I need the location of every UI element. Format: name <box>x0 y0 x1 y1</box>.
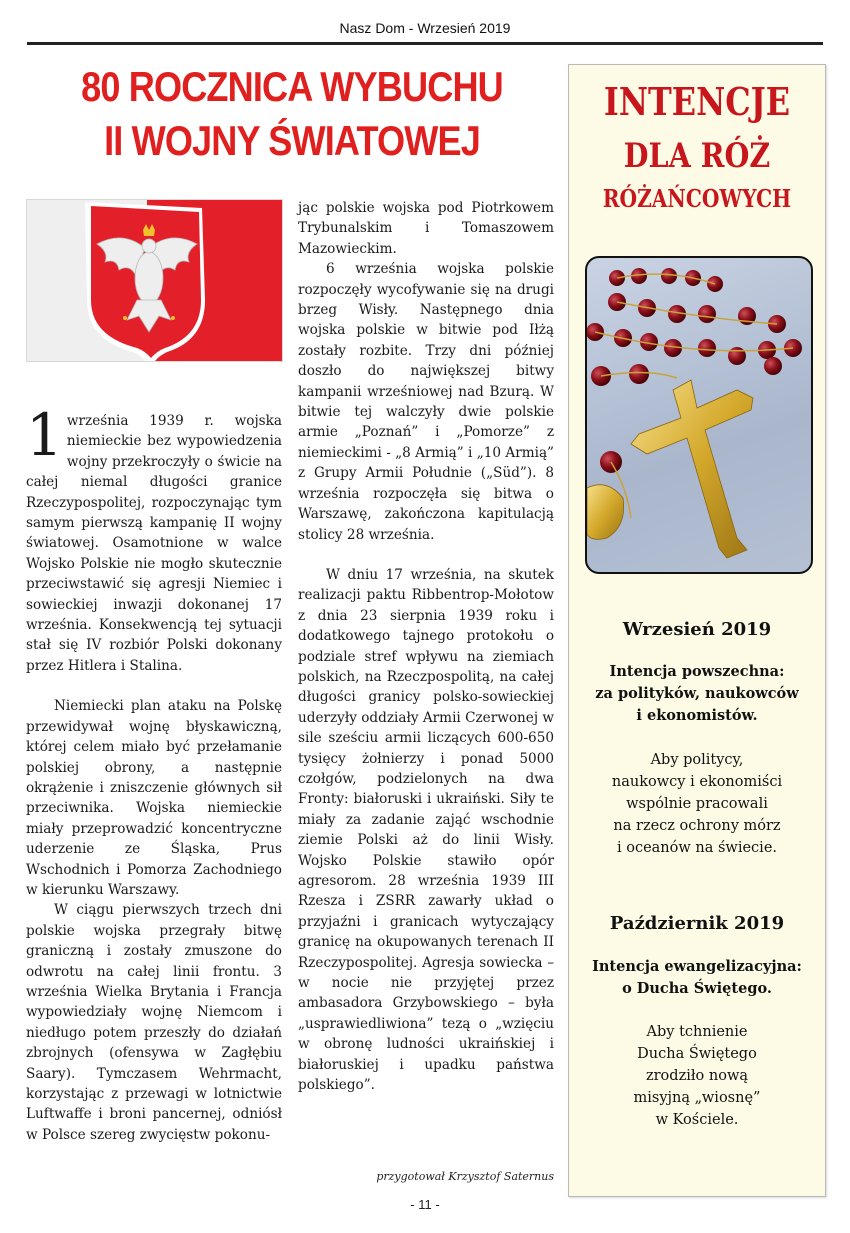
paragraph-text: września 1939 r. wojska niemieckie bez wypowiedzenia wojny przekroczyły o świcie na całej niemal długości granice Rzeczypospolitej, rozpoczynając tym samym pierwszą kampanię II wojny światowej. Osamotnione w walce Wojsko Polskie nie mogło skutecznie przeciwstawić się agresji Niemiec i sowieckiej inwazji dokonanej 17 września. Konsekwencją tej sytuacji stał się IV rozbiór Polski dokonany przez Hitlera i Stalina. <box>26 413 282 674</box>
rosary-crucifix-icon <box>587 258 811 572</box>
page-number: - 11 - <box>410 1197 440 1212</box>
sidebar-title-line-3: RÓŻAŃCOWYCH <box>602 184 792 213</box>
intention-text-september <box>569 749 825 859</box>
article-paragraph: jąc polskie wojska pod Piotrkowem Trybunalskim i Tomaszowem Mazowieckim. <box>298 200 554 257</box>
article-title <box>63 60 521 168</box>
month-heading-september: Wrzesień 2019 <box>622 619 772 640</box>
intention-title-october <box>569 956 825 1000</box>
article-paragraph: W ciągu pierwszych trzech dni polskie wojska przegrały bitwę graniczną i zostały zmuszone do odwrotu na całej linii frontu. 3 września Wielka Brytania i Francja wypowiedziały wojnę Niemcom i niedługo potem przeszły do działań zbrojnych (ofensywa w Zagłębiu Saary). Tymczasem Wehrmacht, korzystając z przewagi w lotnictwie Luftwaffe i broni pancernej, odniósł w Polsce szereg zwycięstw pokonu- <box>26 902 282 1143</box>
article-title-line-2: II WOJNY ŚWIATOWEJ <box>104 117 480 164</box>
article-paragraph <box>26 401 282 676</box>
polish-eagle-icon <box>27 200 282 361</box>
article-title-line-1: 80 ROCZNICA WYBUCHU <box>81 63 503 110</box>
intention-text-line: na rzecz ochrony mórz <box>613 818 781 834</box>
intention-text-line: zrodziło nową <box>645 1068 749 1084</box>
running-header: Nasz Dom - Wrzesień 2019 <box>339 20 511 36</box>
intention-title-line: i ekonomistów. <box>636 707 758 724</box>
intention-text-line: Ducha Świętego <box>637 1046 757 1062</box>
intention-text-october <box>569 1021 825 1131</box>
author-byline: przygotował Krzysztof Saternus <box>376 1170 554 1183</box>
intention-title-line: Intencja powszechna: <box>609 663 785 680</box>
rosary-intentions-sidebar <box>568 64 826 1197</box>
article-paragraph: 6 września wojska polskie rozpoczęły wycofywanie się na drugi brzeg Wisły. Następnego dnia wojska polskie w bitwie pod Iłżą zostały rozbite. Trzy dni później doszło do największej bitwy kampanii wrześniowej nad Bzurą. W bitwie tej walczyły dwie polskie armie „Poznań” i „Pomorze” z niemieckimi - „8 Armią” i „10 Armią” z Grupy Armii Południe („Süd”). 8 września rozpoczęła się bitwa o Warszawę, zakończona kapitulacją stolicy 28 września. <box>298 261 554 543</box>
header-divider <box>27 42 823 45</box>
intention-title-line: za polityków, naukowców <box>595 685 799 702</box>
sidebar-title-line-2: DLA RÓŻ <box>623 136 771 176</box>
intention-title-line: o Ducha Świętego. <box>622 980 772 997</box>
intention-text-line: wspólnie pracowali <box>626 796 768 812</box>
intention-text-line: Aby politycy, <box>650 752 744 768</box>
article-column-middle <box>298 198 554 1095</box>
intention-text-line: misyjną „wiosnę” <box>633 1090 761 1106</box>
intention-title-september <box>569 661 825 727</box>
month-heading-october: Październik 2019 <box>609 913 785 934</box>
rosary-image <box>585 256 813 574</box>
intention-text-line: i oceanów na świecie. <box>616 840 778 856</box>
intention-title-line: Intencja ewangelizacyjna: <box>592 958 802 975</box>
article-paragraph: W dniu 17 września, na skutek realizacji paktu Ribbentrop-Mołotow z dnia 23 sierpnia 1939 roku i dodatkowego tajnego protokołu o podziale stref wpływu na ziemiach polskich, na Rzeczpospolitą, na całej długości granicy polsko-sowieckiej uderzyły oddziały Armii Czerwonej w sile sześciu armii liczących 600-650 tysięcy żołnierzy i ponad 5000 czołgów, podzielonych na dwa Fronty: białoruski i ukraiński. Siły te miały za zadanie zająć wschodnie ziemie Polski aż do linii Wisły. Wojsko Polskie stawiło opór agresorom. 28 września 1939 III Rzesza i ZSRR zawarły układ o przyjaźni i granicach wytyczający granicę na okupowanych terenach II Rzeczypospolitej. Agresja sowiecka – w nocie nie przyjętej przez ambasadora Grzybowskiego – była „usprawiedliwiona” tezą o „wzięciu w obronę ludności ukraińskiej i białoruskiej i upadku państwa polskiego”. <box>298 566 554 1094</box>
drop-cap: 1 <box>26 401 63 469</box>
intention-text-line: w Kościele. <box>655 1112 739 1128</box>
intention-text-line: Aby tchnienie <box>646 1024 748 1040</box>
coat-of-arms-image <box>26 199 283 362</box>
article-paragraph: Niemiecki plan ataku na Polskę przewidywał wojnę błyskawiczną, której celem miało być przełamanie polskiej obrony, a następnie okrążenie i zniszczenie głównych sił przeciwnika. Wojska niemieckie miały przeprowadzić koncentryczne uderzenie ze Śląska, Prus Wschodnich i Pomorza Zachodniego w kierunku Warszawy. <box>26 698 282 898</box>
intention-text-line: naukowcy i ekonomiści <box>611 774 783 790</box>
sidebar-title-line-1: INTENCJE <box>603 79 791 124</box>
article-column-left <box>26 401 282 1145</box>
